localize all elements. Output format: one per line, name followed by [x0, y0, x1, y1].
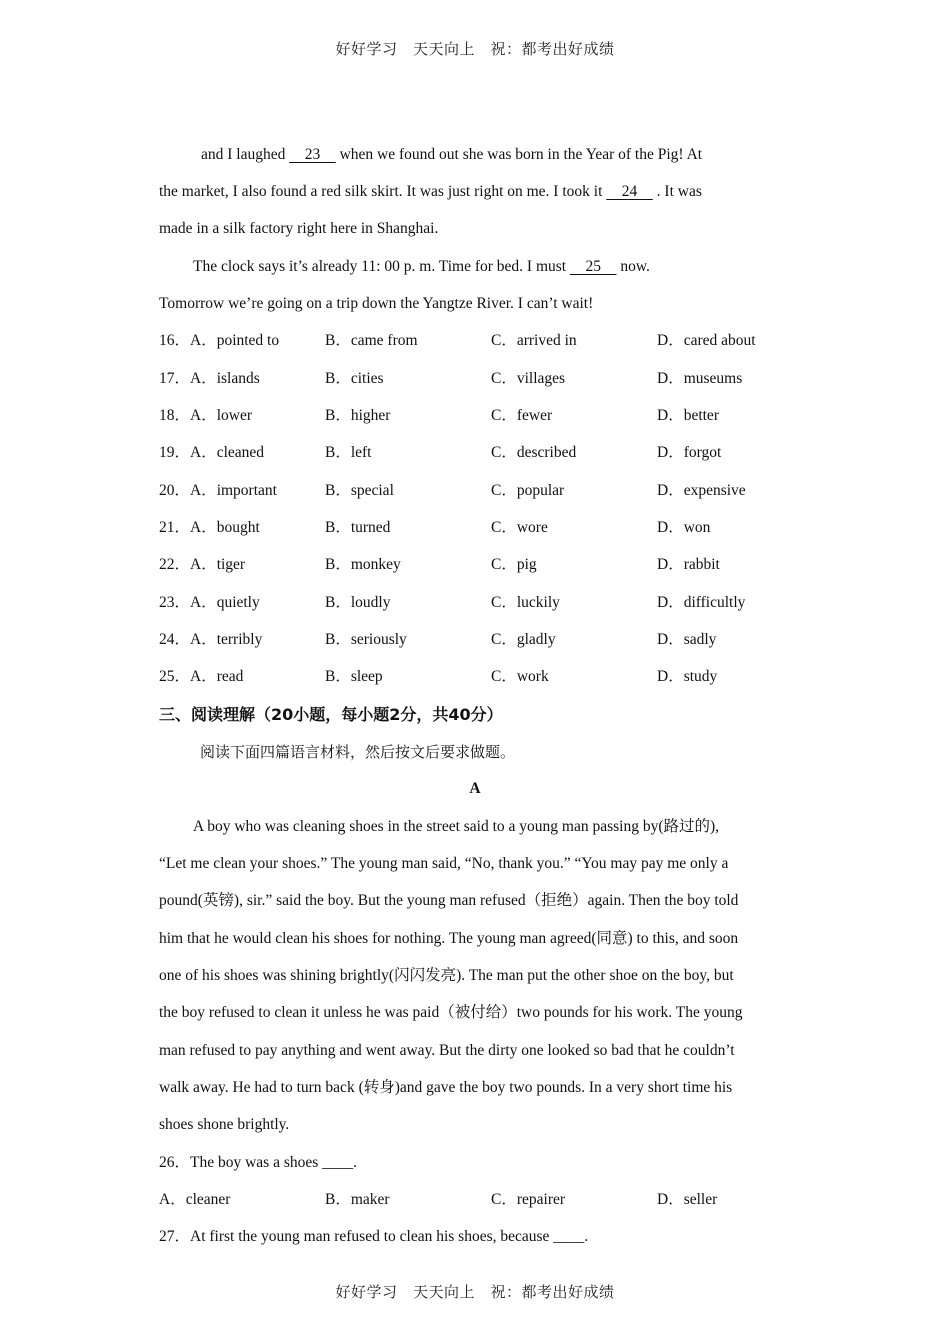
- option-d: D．won: [657, 519, 711, 536]
- option-a: A．cleaner: [159, 1191, 231, 1208]
- option-a: 21．A．bought: [159, 519, 260, 536]
- option-b: B．loudly: [325, 594, 391, 611]
- option-d: D．seller: [657, 1191, 718, 1208]
- option-a: 20．A．important: [159, 482, 277, 499]
- passage-a-line: the boy refused to clean it unless he was paid（被付给）two pounds for his work. The young: [159, 1004, 743, 1021]
- section-instruction: 阅读下面四篇语言材料，然后按文后要求做题。: [200, 743, 516, 761]
- option-c: C．popular: [491, 482, 565, 499]
- page-footer: 好好学习 天天向上 祝：都考出好成绩: [335, 1283, 615, 1301]
- option-c: C．arrived in: [491, 332, 577, 349]
- option-c: C．work: [491, 668, 549, 685]
- option-b: B．seriously: [325, 631, 407, 648]
- option-c: C．villages: [491, 370, 566, 387]
- option-b: B．monkey: [325, 556, 401, 573]
- passage-a-line: A boy who was cleaning shoes in the street said to a young man passing by(路过的),: [193, 818, 720, 835]
- option-d: D．expensive: [657, 482, 746, 499]
- option-d: D．rabbit: [657, 556, 720, 573]
- option-a: 18．A．lower: [159, 407, 252, 424]
- option-b: B．sleep: [325, 668, 383, 685]
- passage-a-line: pound(英镑), sir.” said the boy. But the young man refused（拒绝）again. Then the boy told: [159, 892, 739, 909]
- option-b: B．came from: [325, 332, 418, 349]
- text-segment: now.: [616, 258, 650, 275]
- option-a: 19．A．cleaned: [159, 444, 265, 461]
- option-a: 25．A．read: [159, 668, 244, 685]
- passage-a-line: man refused to pay anything and went away. But the dirty one looked so bad that he couldn’t: [159, 1042, 735, 1059]
- passage-a-line: “Let me clean your shoes.” The young man said, “No, thank you.” “You may pay me only a: [159, 855, 729, 872]
- option-d: D．cared about: [657, 332, 756, 349]
- passage-a-line: one of his shoes was shining brightly(闪闪发亮). The man put the other shoe on the boy, but: [159, 967, 734, 984]
- passage-line-1: [201, 145, 702, 165]
- option-b: B．special: [325, 482, 394, 499]
- option-a: 22．A．tiger: [159, 556, 246, 573]
- blank-23: 23: [289, 146, 336, 163]
- option-a: 17．A．islands: [159, 370, 260, 387]
- passage-a-line: walk away. He had to turn back (转身)and gave the boy two pounds. In a very short time his: [159, 1079, 733, 1096]
- option-d: D．better: [657, 407, 719, 424]
- option-c: C．repairer: [491, 1191, 566, 1208]
- option-c: C．wore: [491, 519, 548, 536]
- option-b: B．higher: [325, 407, 391, 424]
- passage-line-5: Tomorrow we’re going on a trip down the Yangtze River. I can’t wait!: [159, 295, 594, 312]
- text-segment: . It was: [652, 183, 702, 200]
- option-d: D．difficultly: [657, 594, 746, 611]
- option-b: B．left: [325, 444, 372, 461]
- option-c: C．gladly: [491, 631, 556, 648]
- text-segment: The clock says it’s already 11: 00 p. m. Time for bed. I must: [193, 258, 570, 275]
- text-segment: and I laughed: [201, 146, 290, 163]
- option-d: D．museums: [657, 370, 743, 387]
- blank-24: 24: [606, 183, 653, 200]
- option-a: 23．A．quietly: [159, 594, 260, 611]
- passage-line-2: [159, 182, 702, 202]
- option-a: 16．A．pointed to: [159, 332, 280, 349]
- option-d: D．forgot: [657, 444, 722, 461]
- option-b: B．turned: [325, 519, 391, 536]
- passage-line-3: made in a silk factory right here in Shanghai.: [159, 220, 439, 237]
- text-segment: the market, I also found a red silk skirt. It was just right on me. I took it: [159, 183, 607, 200]
- page-header: 好好学习 天天向上 祝：都考出好成绩: [335, 40, 615, 58]
- question-27-stem: 27．At first the young man refused to clean his shoes, because ____.: [159, 1228, 589, 1245]
- option-a: 24．A．terribly: [159, 631, 263, 648]
- text-segment: when we found out she was born in the Year of the Pig! At: [335, 146, 703, 163]
- option-c: C．luckily: [491, 594, 560, 611]
- option-c: C．described: [491, 444, 577, 461]
- question-26-stem: 26．The boy was a shoes ____.: [159, 1154, 358, 1171]
- passage-a-line: shoes shone brightly.: [159, 1116, 290, 1133]
- option-b: B．maker: [325, 1191, 390, 1208]
- option-d: D．study: [657, 668, 718, 685]
- option-c: C．fewer: [491, 407, 553, 424]
- option-c: C．pig: [491, 556, 537, 573]
- blank-25: 25: [569, 258, 617, 275]
- passage-a-line: him that he would clean his shoes for nothing. The young man agreed(同意) to this, and soon: [159, 930, 739, 947]
- passage-line-4: [193, 257, 650, 277]
- section-title: 三、阅读理解（20小题，每小题2分，共40分）: [159, 705, 503, 724]
- option-b: B．cities: [325, 370, 384, 387]
- passage-heading: A: [469, 780, 481, 797]
- option-d: D．sadly: [657, 631, 717, 648]
